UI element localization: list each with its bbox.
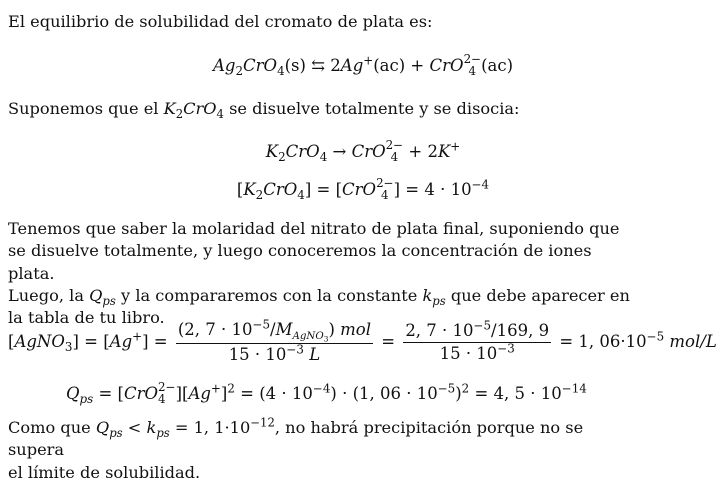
paragraph-conclusion: Como que $Q_{ps} < k_{ps} = 1$, $1\cdot 10^{-12}$, no habrá precipitación porque no se supera el límite de solubilidad. <box>8 415 584 482</box>
paragraph-suppose: Suponemos que el $K_2CrO_4$ se disuelve totalmente y se disocia: <box>8 99 520 122</box>
equilibrium-arrow: ⇆ <box>311 56 326 75</box>
paragraph-intro <box>8 11 632 33</box>
fraction-second: $\frac{2, 7 \cdot 10^{-5}/169, 9}{15 \cdot 10^{-3}}$ <box>405 318 550 364</box>
equation-ion-product: $Q_{ps} = [CrO$ 2− 4 ]$[Ag^+]^2 = (4 \cdot 10^{-4}) \cdot (1$, $06 \cdot 10^{-5})^2 = 4$, $5 \cdot 10^{-14}$ <box>66 380 587 407</box>
reaction-arrow: → <box>332 142 347 161</box>
equation-dissociation: $K_2CrO_4$ → CrO 2− 4 + 2K+ <box>265 138 461 165</box>
equation-equilibrium: $Ag_2CrO_4(s)$ ⇆ 2Ag+(ac) + CrO 2− 4 (ac) <box>212 52 514 79</box>
paragraph-molarity: Tenemos que saber la molaridad del nitrato de plata final, suponiendo que se disuelve totalmente, y luego conoceremos la concentración de iones plata. Luego, la $Q_{ps}$ y la compararemos con la constante $k_{ps}$ que debe aparecer en la tabla de tu libro. <box>8 219 630 328</box>
equation-chromate-concentration: $[K_2CrO_4] = [CrO$ 2− 4 ] = $4 \cdot 10^{-4}$ <box>236 176 490 203</box>
fraction-first: $\frac{(2, 7 \cdot 10^{-5}/M_{AgNO_3}) mol}{15 \cdot 10^{-3} L}$ <box>177 317 371 364</box>
intro-text: El equilibrio de solubilidad del cromato de plata es: <box>8 12 433 31</box>
equation-silver-concentration: [AgNO$_3$] = [Ag+] = $\frac{(2, 7 \cdot 10^{-5}/M_{AgNO_3}) mol}{15 \cdot 10^{-3} L}$ = $\frac{2, 7 \cdot 10^{-5}/169, 9}{15 \cdot 10^{-3}}$ = 1, $06\cdot 10^{-5}$ mol/L <box>8 317 717 364</box>
